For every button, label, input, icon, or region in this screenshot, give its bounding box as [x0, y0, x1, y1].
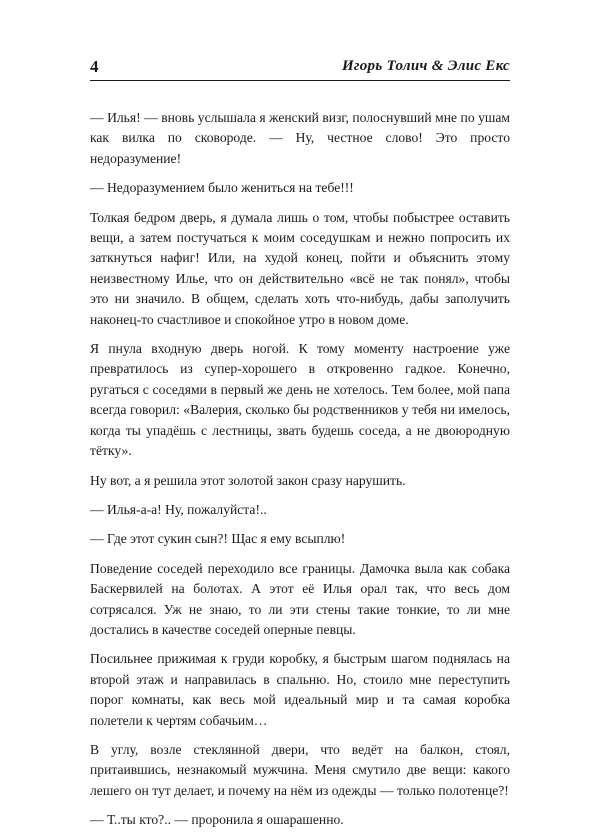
paragraph: — Илья-а-а! Ну, пожалуйста!.. — [90, 501, 267, 517]
paragraph: Толкая бедром дверь, я думала лишь о том, чтобы побыстрее оставить вещи, а затем постучаться к моим соседушкам и нежно попросить их заткнуться нафиг! Или, на худой конец, пойти и объяснить этому неизвестному Илье, что он действительно «всё не так понял», чтобы это ни значило. В общем, сделать хоть что-нибудь, дабы заполучить наконец-то счастливое и спокойное утро в новом доме. — [90, 209, 510, 327]
body-text — [90, 108, 510, 840]
paragraph: В углу, возле стеклянной двери, что ведёт на балкон, стоял, притаившись, незнакомый мужчина. Меня смутило две вещи: какого лешего он тут делает, и почему на нём из одежды — только полотенце?! — [90, 741, 510, 798]
paragraph: Я пнула входную дверь ногой. К тому моменту настроение уже превратилось из супер-хорошего в откровенно гадкое. Конечно, ругаться с соседями в первый же день не хотелось. Тем более, мой папа всегда говорил: «Валерия, сколько бы родственников у тебя ни имелось, когда ты упадёшь с лестницы, звать будешь соседа, а не двоюродную тётку». — [90, 341, 510, 459]
page-number: 4 — [90, 57, 99, 76]
paragraph: Поведение соседей переходило все границы. Дамочка выла как собака Баскервилей на болотах. А этот её Илья орал так, что весь дом сотрясался. Уж не знаю, то ли эти стены такие тонкие, то ли мне достались в качестве соседей оперные певцы. — [90, 560, 510, 637]
paragraph: — Недоразумением было жениться на тебе!!! — [90, 180, 354, 196]
paragraph: Ну вот, а я решила этот золотой закон сразу нарушить. — [90, 472, 406, 488]
paragraph: — Т..ты кто?.. — проронила я ошарашенно. — [90, 812, 344, 828]
paragraph: — Илья! — вновь услышала я женский визг, полоснувший мне по ушам как вилка по сковороде. — Ну, честное слово! Это просто недоразумение! — [90, 110, 510, 166]
running-head: Игорь Толич & Элис Екс — [341, 58, 510, 74]
paragraph: Посильнее прижимая к груди коробку, я быстрым шагом поднялась на второй этаж и направилась в спальню. Но, стоило мне переступить порог комнаты, как весь мой идеальный мир и та самая коробка полетели к чертям собачьим… — [90, 651, 510, 728]
page-header — [90, 56, 510, 81]
paragraph: — Где этот сукин сын?! Щас я ему всыплю! — [90, 531, 346, 547]
